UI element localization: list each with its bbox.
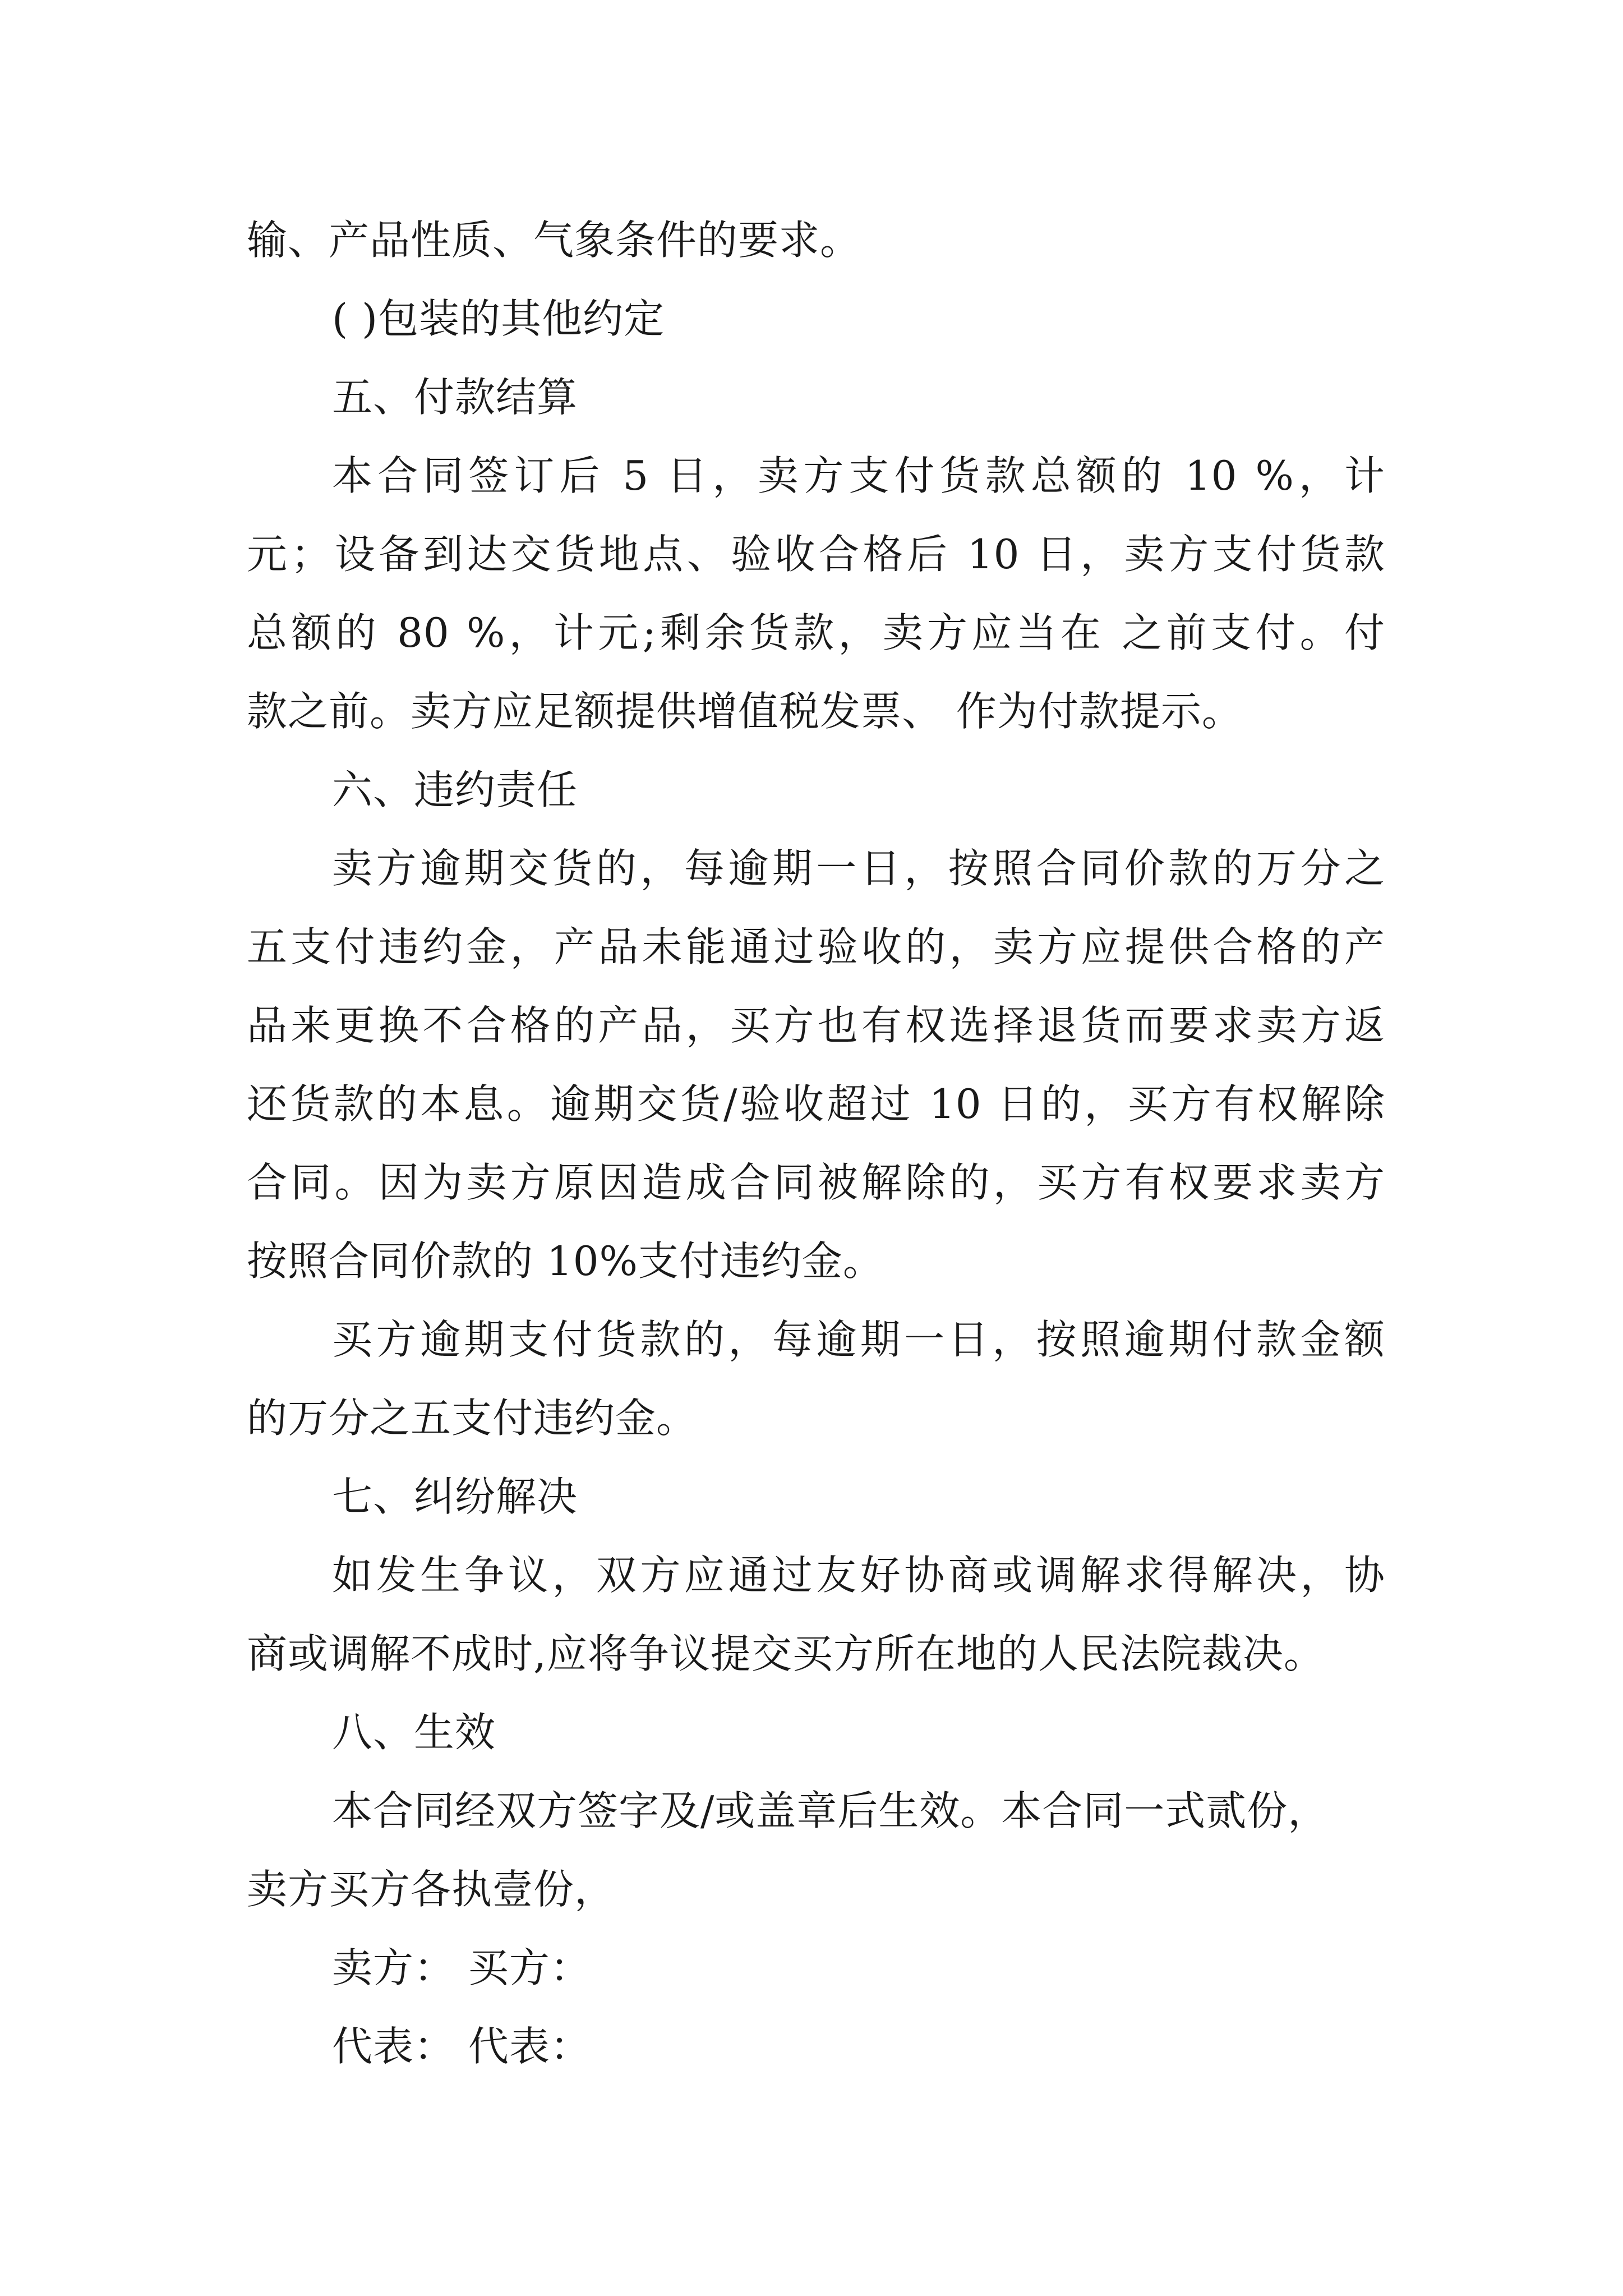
paragraph-line: 卖方逾期交货的，每逾期一日，按照合同价款的万分之 (332, 845, 1385, 892)
packaging-other-terms: ( )包装的其他约定 (332, 295, 665, 342)
paragraph-line: 合同。因为卖方原因造成合同被解除的，买方有权要求卖方 (247, 1159, 1385, 1206)
section-heading-liability: 六、违约责任 (332, 766, 578, 813)
paragraph-line: 如发生争议，双方应通过友好协商或调解求得解决，协 (332, 1552, 1385, 1599)
paragraph-line: 元；设备到达交货地点、验收合格后 10 日，卖方支付货款 (247, 531, 1385, 578)
paragraph-line: 五支付违约金，产品未能通过验收的，卖方应提供合格的产 (247, 923, 1385, 970)
section-heading-effectiveness: 八、生效 (332, 1709, 496, 1756)
paragraph-line: 输、产品性质、气象条件的要求。 (247, 217, 861, 264)
party-signature-labels: 卖方： 买方： (332, 1944, 591, 1991)
paragraph-line: 卖方买方各执壹份， (247, 1866, 616, 1913)
paragraph-line: 的万分之五支付违约金。 (247, 1395, 698, 1442)
paragraph-line: 本合同签订后 5 日，卖方支付货款总额的 10 %，计 (332, 452, 1385, 499)
paragraph-line: 按照合同价款的 10%支付违约金。 (247, 1237, 884, 1285)
paragraph-line: 买方逾期支付货款的，每逾期一日，按照逾期付款金额 (332, 1316, 1385, 1363)
representative-signature-labels: 代表： 代表： (332, 2023, 591, 2070)
paragraph-line: 总额的 80 %，计元;剩余货款，卖方应当在 之前支付。付 (247, 609, 1385, 656)
paragraph-line: 商或调解不成时,应将争议提交买方所在地的人民法院裁决。 (247, 1630, 1325, 1677)
section-heading-disputes: 七、纠纷解决 (332, 1473, 578, 1520)
contract-text (247, 201, 1385, 2086)
paragraph-line: 品来更换不合格的产品，买方也有权选择退货而要求卖方返 (247, 1002, 1385, 1049)
paragraph-line: 本合同经双方签字及/或盖章后生效。本合同一式贰份， (332, 1787, 1329, 1834)
section-heading-payment: 五、付款结算 (332, 374, 578, 421)
paragraph-line: 还货款的本息。逾期交货/验收超过 10 日的，买方有权解除 (247, 1080, 1385, 1128)
paragraph-line: 款之前。卖方应足额提供增值税发票、 作为付款提示。 (247, 688, 1243, 735)
